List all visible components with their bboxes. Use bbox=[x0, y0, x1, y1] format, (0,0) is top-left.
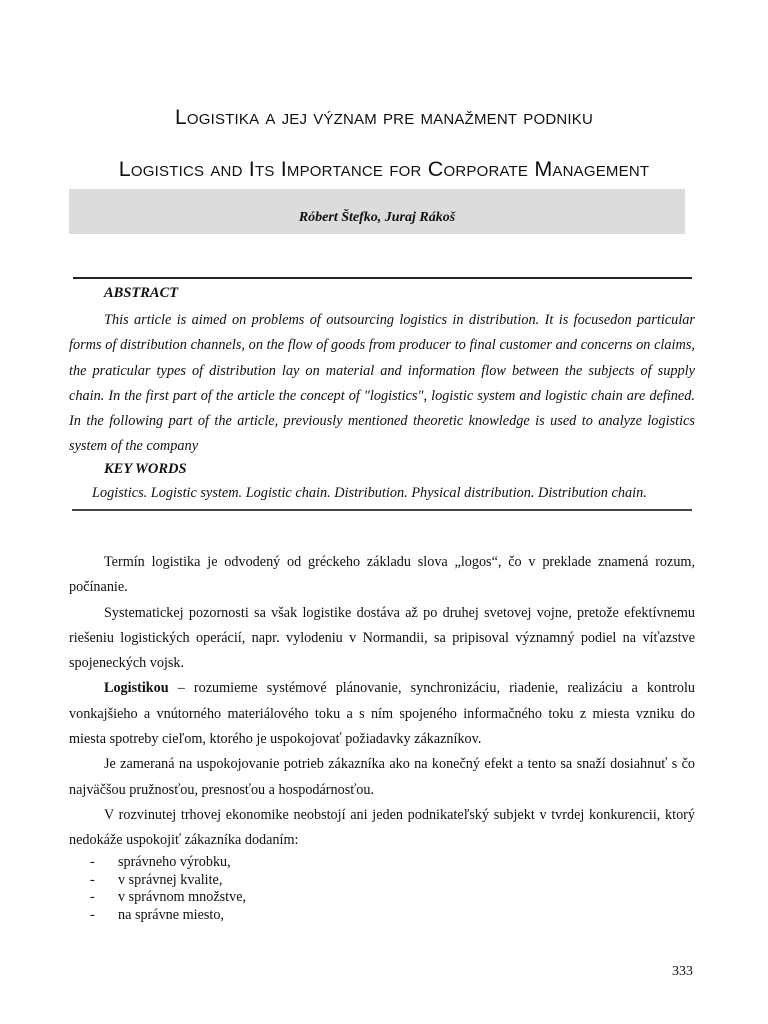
list-item: - v správnom množstve, bbox=[90, 889, 247, 905]
list-item: - na správne miesto, bbox=[90, 906, 224, 923]
paper-title-slovak: Logistika a jej význam pre manažment podniku bbox=[174, 106, 594, 129]
dash-bullet-icon: - bbox=[90, 906, 95, 923]
list-item: - správneho výrobku, bbox=[90, 854, 231, 870]
authors: Róbert Štefko, Juraj Rákoš bbox=[298, 210, 456, 225]
paragraph: Systematickej pozornosti sa však logistike dostáva až po druhej svetovej vojne, pretože efektívnemu riešeniu logistických operácií, napr. vylodeniu v Normandii, sa pripisoval významný podiel na víťazstve spojeneckých vojsk. bbox=[69, 604, 695, 672]
defined-term: Logistikou bbox=[104, 680, 169, 697]
body-text bbox=[69, 550, 695, 854]
paragraph: Termín logistika je odvodený od gréckeho základu slova „logos“, čo v preklade znamená rozum, počínanie. bbox=[69, 554, 695, 596]
dash-bullet-icon: - bbox=[90, 889, 95, 905]
paper-title-english: Logistics and Its Importance for Corporate Management bbox=[118, 157, 650, 181]
page-number: 333 bbox=[672, 964, 693, 979]
paragraph: Logistikou – rozumieme systémové plánovanie, synchronizáciu, riadenie, realizáciu a kontrolu vonkajšieho a vnútorného materiálového toku a s ním spojeného informačného toku z miesta vzniku do miesta spotreby cieľom, ktorého je uspokojovať požiadavky zákazníkov. bbox=[69, 680, 695, 748]
requirements-list bbox=[90, 854, 246, 924]
keywords-heading: KEY WORDS bbox=[104, 461, 187, 477]
list-item: - v správnej kvalite, bbox=[90, 871, 223, 888]
author-banner bbox=[69, 189, 685, 234]
dash-bullet-icon: - bbox=[90, 854, 95, 870]
paragraph: V rozvinutej trhovej ekonomike neobstojí ani jeden podnikateľský subjekt v tvrdej konkurencii, ktorý nedokáže uspokojiť zákazníka dodaním: bbox=[69, 806, 695, 849]
abstract-text: This article is aimed on problems of outsourcing logistics in distribution. It is focusedon particular forms of distribution channels, on the flow of goods from producer to final customer and concerns on claims, the praticular types of distribution lay on material and information flow between the subjects of supply chain. In the first part of the article the concept of "logistics", logistic system and logistic chain are defined. In the following part of the article, previously mentioned theoretic knowledge is used to analyze logistics system of the company bbox=[69, 312, 695, 455]
dash-bullet-icon: - bbox=[90, 871, 95, 888]
abstract-top-divider bbox=[73, 277, 692, 279]
paragraph: Je zameraná na uspokojovanie potrieb zákazníka ako na konečný efekt a tento sa snaží dosiahnuť s čo najväčšou pružnosťou, presnosťou a hospodárnosťou. bbox=[69, 756, 695, 798]
abstract-bottom-divider bbox=[72, 509, 692, 511]
keywords-text: Logistics. Logistic system. Logistic chain. Distribution. Physical distribution. Distribution chain. bbox=[92, 485, 647, 501]
abstract-heading: ABSTRACT bbox=[104, 285, 179, 301]
